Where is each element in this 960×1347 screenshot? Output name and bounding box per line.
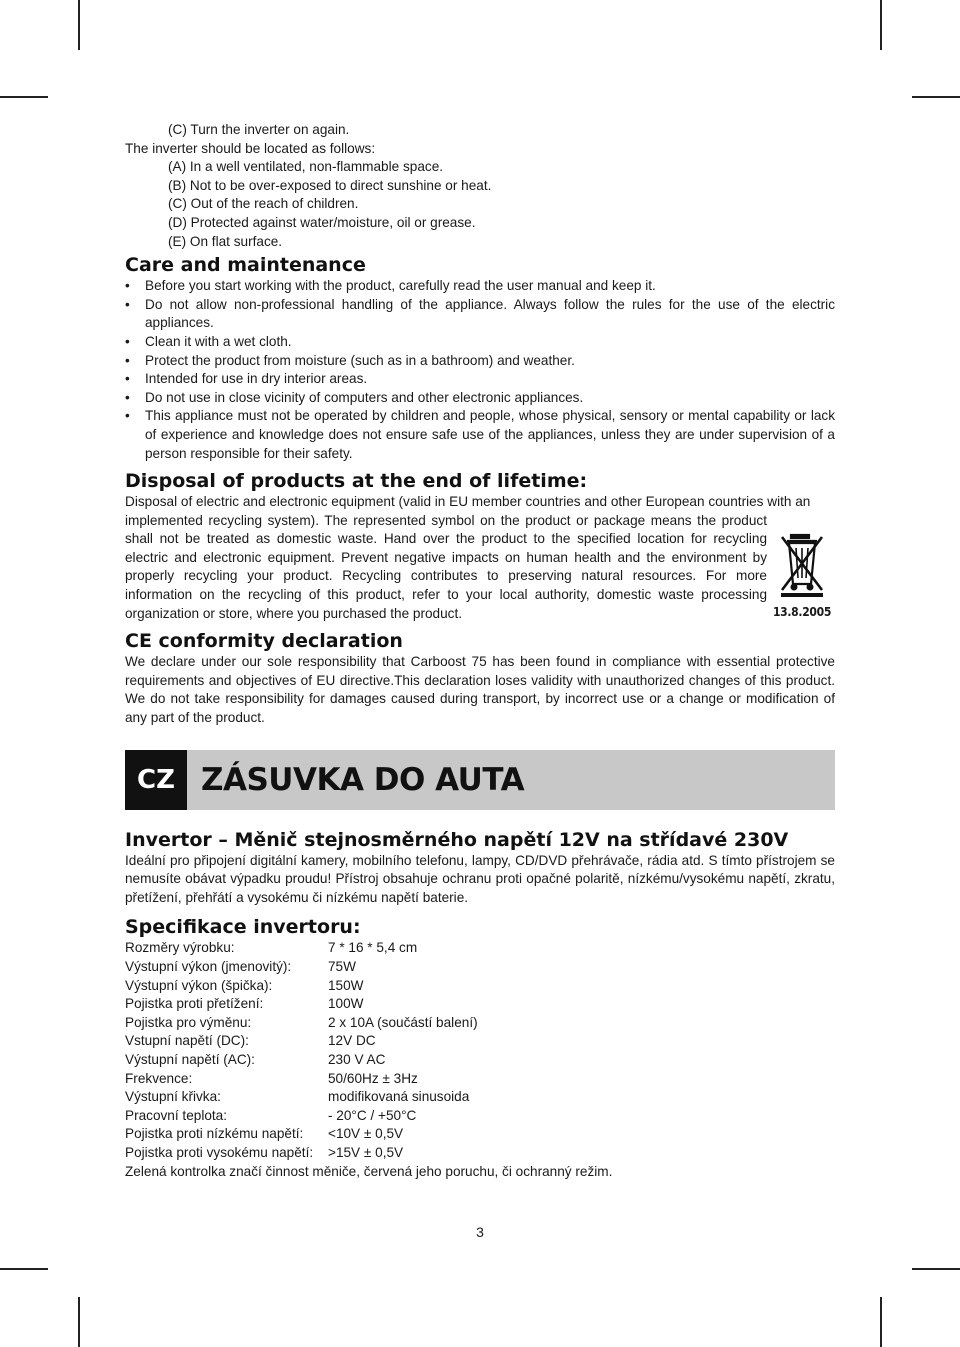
spec-row [125, 977, 835, 996]
specs-title: Specifikace invertoru: [125, 916, 361, 939]
intro-lines [125, 121, 835, 251]
spec-value: 230 V AC [328, 1051, 386, 1067]
intro-line: (E) On flat surface. [168, 233, 283, 249]
spec-label: Rozměry výrobku: [125, 940, 235, 956]
invertor-text: Ideální pro připojení digitální kamery, mobilního telefonu, lampy, CD/DVD přehrávače, rádia atd. S tímto přístrojem se nemusíte obávat výpadku proudu! Přístroj obsahuje ochranu proti opačné polaritě, nízkému/vysokému napětí, zkratu, přetížení, přehřátí a vysokému či nízkému napětí baterie. [125, 852, 835, 905]
disposal-block [125, 512, 835, 624]
spec-label: Výstupní napětí (AC): [125, 1051, 255, 1067]
spec-value: modifikovaná sinusoida [328, 1089, 470, 1105]
spec-label: Výstupní výkon (jmenovitý): [125, 959, 292, 974]
disposal-text: implemented recycling system). The represented symbol on the product or package means the product shall not be treated as domestic waste. Hand over the product to the specified location for recycling electric and electronic equipment. Prevent negative impacts on human health and the environment by properly recycling your product. Recycling contributes to preserving natural resources. For more information on the recycling of this product, refer to your local authority, domestic waste processing organization or store, where you purchased the product. [125, 512, 767, 621]
care-bullet [125, 389, 835, 408]
page-number: 3 [476, 1224, 484, 1240]
care-bullet-text: Intended for use in dry interior areas. [145, 371, 368, 387]
care-title: Care and maintenance [125, 254, 366, 277]
crossed-out-wheelie-bin-icon [777, 532, 827, 598]
weee-date: 13.8.2005 [772, 604, 832, 619]
care-bullet [125, 370, 835, 389]
ce-text: We declare under our sole responsibility that Carboost 75 has been found in compliance with essential protective requirements and objectives of EU directive.This declaration loses validity with unauthorized changes of this product. We do not take responsibility for damages caused during transport, by incorrect use or a change or modification of any part of the product. [125, 654, 835, 726]
spec-row [125, 1107, 835, 1126]
crop-mark [78, 0, 80, 50]
care-bullet-text: Do not use in close vicinity of computers and other electronic appliances. [145, 389, 584, 405]
disposal-first-line: Disposal of electric and electronic equipment (valid in EU member countries and other European countries with an [125, 494, 811, 510]
care-bullet [125, 352, 835, 371]
invertor-title: Invertor – Měnič stejnosměrného napětí 12V na střídavé 230V [125, 828, 789, 851]
care-bullet-text: Protect the product from moisture (such as in a bathroom) and weather. [145, 352, 575, 368]
spec-table [125, 939, 835, 1162]
spec-label: Pojistka proti nízkému napětí: [125, 1126, 304, 1142]
intro-line: (C) Out of the reach of children. [168, 196, 359, 212]
crop-mark [0, 96, 48, 98]
bullet-icon: • [125, 389, 130, 405]
spec-row [125, 1125, 835, 1144]
crop-mark [880, 1297, 882, 1347]
spec-value: - 20°C / +50°C [328, 1107, 417, 1123]
spec-value: 75W [328, 959, 356, 974]
care-bullet [125, 333, 835, 352]
care-bullet-text: Clean it with a wet cloth. [145, 333, 292, 349]
spec-value: 50/60Hz ± 3Hz [328, 1070, 418, 1086]
spec-label: Pracovní teplota: [125, 1107, 228, 1123]
spec-label: Pojistka pro výměnu: [125, 1014, 252, 1030]
weee-symbol [769, 532, 835, 619]
spec-row [125, 1032, 835, 1051]
spec-row [125, 958, 835, 977]
spec-value: 2 x 10A (součástí balení) [328, 1014, 478, 1030]
care-bullet-text: This appliance must not be operated by children and people, whose physical, sensory or mental capability or lack of experience and knowledge does not ensure safe use of the appliances, unless they are under supervision of a person responsible for their safety. [145, 408, 835, 461]
intro-line: (B) Not to be over-exposed to direct sunshine or heat. [168, 177, 492, 193]
spec-label: Výstupní křivka: [125, 1089, 221, 1105]
spec-row [125, 1051, 835, 1070]
care-list [125, 277, 835, 463]
intro-line: (A) In a well ventilated, non-flammable space. [168, 159, 444, 175]
spec-value: <10V ± 0,5V [328, 1126, 404, 1142]
spec-label: Pojistka proti vysokému napětí: [125, 1144, 314, 1160]
bullet-icon: • [125, 408, 130, 424]
bullet-icon: • [125, 296, 130, 312]
specs-footer: Zelená kontrolka značí činnost měniče, červená jeho poruchu, či ochranný režim. [125, 1163, 613, 1179]
spec-row [125, 1070, 835, 1089]
crop-mark [0, 1268, 48, 1270]
spec-row [125, 1088, 835, 1107]
spec-value: >15V ± 0,5V [328, 1144, 404, 1160]
crop-mark [78, 1297, 80, 1347]
care-bullet-text: Do not allow non-professional handling of the appliance. Always follow the rules for the use of the electric appliances. [145, 296, 835, 331]
bullet-icon: • [125, 333, 130, 349]
crop-mark [912, 1268, 960, 1270]
care-bullet [125, 407, 835, 463]
spec-row [125, 1144, 835, 1163]
ce-title: CE conformity declaration [125, 630, 403, 653]
bullet-icon: • [125, 371, 130, 387]
spec-value: 12V DC [328, 1033, 376, 1049]
spec-label: Frekvence: [125, 1070, 193, 1086]
spec-label: Vstupní napětí (DC): [125, 1033, 249, 1049]
care-bullet-text: Before you start working with the product, carefully read the user manual and keep it. [145, 278, 656, 294]
spec-row [125, 1014, 835, 1033]
spec-label: Pojistka proti přetížení: [125, 996, 264, 1012]
language-code-box: CZ [125, 750, 187, 810]
section-title: ZÁSUVKA DO AUTA [201, 761, 525, 798]
spec-label: Výstupní výkon (špička): [125, 977, 273, 993]
intro-line: (D) Protected against water/moisture, oil or grease. [168, 214, 476, 230]
spec-row [125, 995, 835, 1014]
bullet-icon: • [125, 352, 130, 368]
spec-row [125, 939, 835, 958]
spec-value: 100W [328, 996, 364, 1012]
disposal-title: Disposal of products at the end of lifetime: [125, 470, 588, 493]
section-banner [125, 750, 835, 810]
crop-mark [912, 96, 960, 98]
crop-mark [880, 0, 882, 50]
care-bullet [125, 277, 835, 296]
bullet-icon: • [125, 278, 130, 294]
care-bullet [125, 296, 835, 333]
page-content [125, 121, 835, 1181]
spec-value: 150W [328, 977, 364, 993]
spec-value: 7 * 16 * 5,4 cm [328, 940, 418, 956]
intro-line: The inverter should be located as follows: [125, 140, 376, 156]
intro-line: (C) Turn the inverter on again. [168, 122, 350, 137]
